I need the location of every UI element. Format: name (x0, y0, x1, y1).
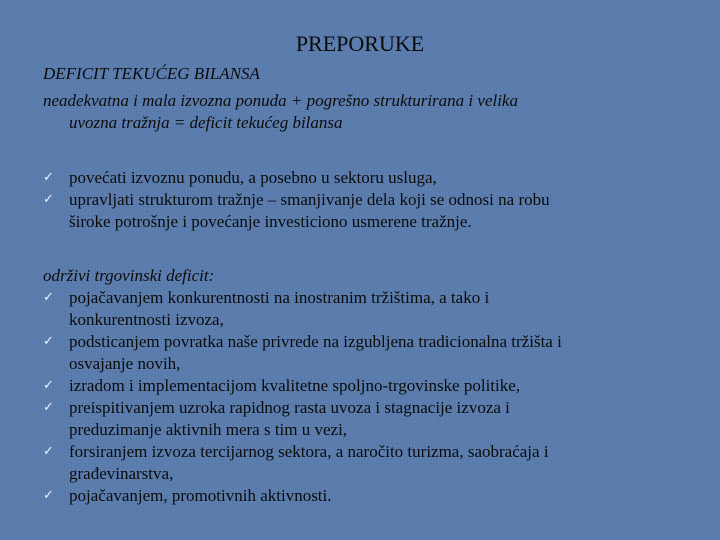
list-item-text: upravljati strukturom tražnje – smanjivanje dela koji se odnosi na robu (69, 190, 550, 209)
checkmark-icon: ✓ (43, 378, 54, 393)
list-item-text: preispitivanjem uzroka rapidnog rasta uvoza i stagnacije izvoza i (69, 398, 510, 417)
list-item (43, 485, 683, 507)
list-item-text: podsticanjem povratka naše privrede na izgubljena tradicionalna tržišta i (69, 332, 562, 351)
slide-title: PREPORUKE (295, 31, 425, 56)
checkmark-icon: ✓ (43, 170, 54, 185)
list-item (43, 397, 683, 441)
list-item (43, 287, 683, 331)
list-item-text: pojačavanjem konkurentnosti na inostranim tržištima, a tako i (69, 288, 490, 307)
sustainable-deficit-list (43, 287, 683, 507)
list-item-text: široke potrošnje i povećanje investiciono usmerene tražnje. (69, 212, 472, 231)
list-item-text: forsiranjem izvoza tercijarnog sektora, a naročito turizma, saobraćaja i (69, 442, 549, 461)
checkmark-icon: ✓ (43, 192, 54, 207)
list-item (43, 375, 683, 397)
checkmark-icon: ✓ (43, 488, 54, 503)
list-item-text: osvajanje novih, (69, 354, 181, 373)
list-item-text: konkurentnosti izvoza, (69, 310, 224, 329)
checkmark-icon: ✓ (43, 334, 54, 349)
formula-line-2: uvozna tražnja = deficit tekućeg bilansa (69, 113, 343, 132)
formula-line-1: neadekvatna i mala izvozna ponuda + pogrešno strukturirana i velika (43, 91, 518, 110)
list-item-text: pojačavanjem, promotivnih aktivnosti. (69, 486, 332, 505)
sustainable-deficit-section (43, 265, 683, 507)
checkmark-icon: ✓ (43, 400, 54, 415)
list-item-text: izradom i implementacijom kvalitetne spoljno-trgovinske politike, (69, 376, 521, 395)
list-item-text: preduzimanje aktivnih mera s tim u vezi, (69, 420, 348, 439)
list-item (43, 189, 683, 233)
checkmark-icon: ✓ (43, 290, 54, 305)
list-item-text: građevinarstva, (69, 464, 174, 483)
list-item (43, 331, 683, 375)
section-heading: DEFICIT TEKUĆEG BILANSA (43, 64, 260, 83)
recommendation-list (43, 167, 683, 233)
list-item (43, 441, 683, 485)
list-item-text: povećati izvoznu ponudu, a posebno u sektoru usluga, (69, 168, 437, 187)
subheading: održivi trgovinski deficit: (43, 266, 215, 285)
deficit-formula (43, 90, 683, 134)
list-item (43, 167, 683, 189)
checkmark-icon: ✓ (43, 444, 54, 459)
